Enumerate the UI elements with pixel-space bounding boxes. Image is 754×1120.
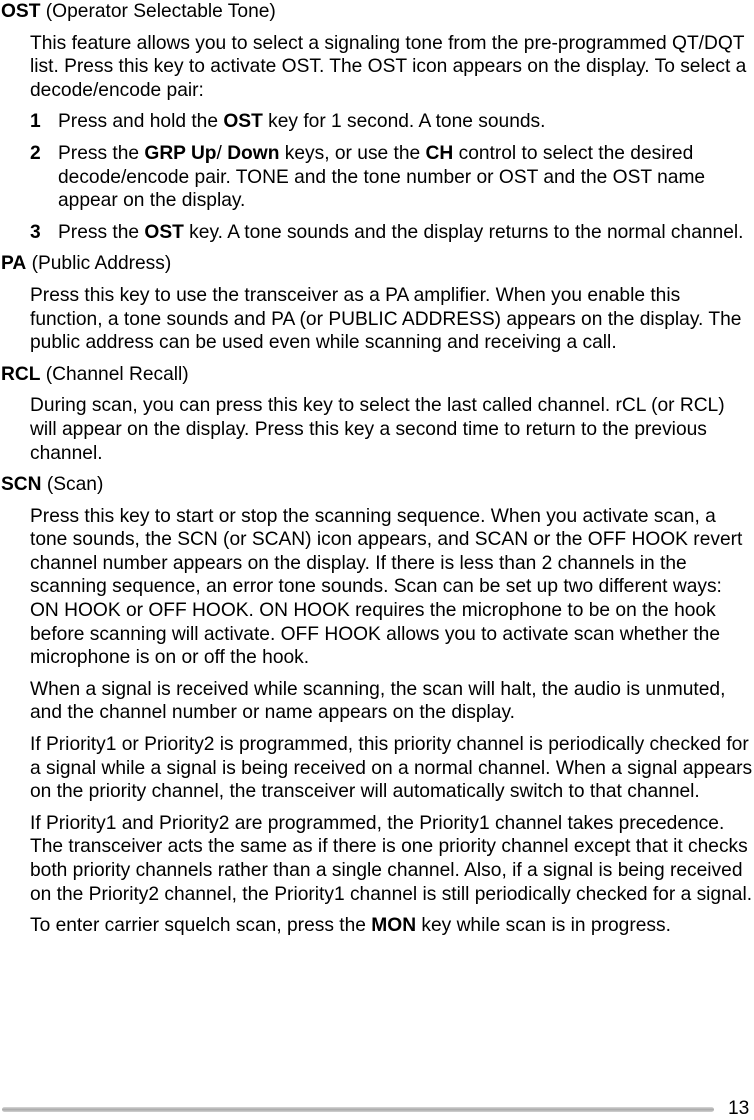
scn-key-description: (Scan) (41, 474, 104, 496)
rcl-key-name: RCL (1, 363, 41, 385)
step-text: keys, or use the (279, 142, 426, 164)
footer-divider-bar (2, 1107, 714, 1112)
ost-step-1 (30, 110, 754, 134)
pa-heading (0, 252, 754, 276)
ost-step-2 (30, 142, 754, 213)
step-text: control to select the desired decode/encode pair. TONE and the tone number or OST and the OST name appear on the display. (58, 142, 706, 212)
rcl-key-description: (Channel Recall) (40, 363, 189, 385)
ost-heading (0, 0, 754, 24)
scn-key-name: SCN (1, 474, 42, 496)
ost-key-name: OST (1, 1, 41, 22)
step-text: Press and hold the (58, 111, 224, 133)
ost-intro: This feature allows you to select a signaling tone from the pre-programmed QT/DQT list. Press this key to activate OST. The OST icon appears on the display. To select a decode/encode pair: (30, 32, 747, 101)
step-key: Down (227, 142, 280, 164)
step-key: GRP Up (144, 142, 217, 164)
step-text: key. A tone sounds and the display returns to the normal channel. (183, 221, 744, 243)
section-scn (0, 473, 754, 938)
step-text: Press the (58, 221, 145, 243)
ost-step-3 (30, 221, 754, 245)
scn-last-text: To enter carrier squelch scan, press the (30, 915, 372, 937)
section-rcl (0, 363, 754, 465)
scn-paragraph-4: If Priority1 and Priority2 are programmed, the Priority1 channel takes precedence. The transceiver acts the same as if there is one priority channel except that it checks both priority channels rather than a single channel. Also, if a signal is being received on the Priority2 channel, the Priority1 channel is still periodically checked for a signal. (30, 812, 753, 905)
scn-last-text: key while scan is in progress. (416, 915, 671, 937)
scn-paragraph-5 (30, 914, 754, 938)
pa-key-description: (Public Address) (26, 253, 172, 275)
step-number: 2 (30, 142, 41, 164)
step-key: OST (144, 221, 184, 243)
step-text: Press the (58, 142, 145, 164)
rcl-body: During scan, you can press this key to select the last called channel. rCL (or RCL) will appear on the display. Press this key a second time to return to the previous channel. (30, 395, 725, 464)
page-number: 13 (728, 1098, 750, 1119)
step-key: CH (425, 142, 454, 164)
step-text: / (216, 142, 228, 164)
step-number: 1 (30, 111, 41, 133)
scn-paragraph-2: When a signal is received while scanning, the scan will halt, the audio is unmuted, and the channel number or name appears on the display. (30, 678, 726, 724)
scn-paragraph-3: If Priority1 or Priority2 is programmed, this priority channel is periodically checked for a signal while a signal is being received on a normal channel. When a signal appears on the priority channel, the transceiver will automatically switch to that channel. (30, 734, 753, 803)
mon-key-name: MON (371, 915, 417, 937)
scn-heading (0, 473, 754, 497)
ost-key-description: (Operator Selectable Tone) (40, 1, 276, 22)
section-ost (0, 0, 754, 244)
pa-body: Press this key to use the transceiver as a PA amplifier. When you enable this function, a tone sounds and PA (or PUBLIC ADDRESS) appears on the display. The public address can be used even while scanning and receiving a call. (30, 284, 742, 354)
scn-paragraph-1: Press this key to start or stop the scanning sequence. When you activate scan, a tone sounds, the SCN (or SCAN) icon appears, and SCAN or the OFF HOOK revert channel number appears on the display. If there is less than 2 channels in the scanning sequence, an error tone sounds. Scan can be set up two different ways: ON HOOK or OFF HOOK. ON HOOK requires the microphone to be on the hook before scanning will activate. OFF HOOK allows you to activate scan whether the microphone is on or off the hook. (30, 505, 743, 669)
pa-key-name: PA (1, 253, 27, 275)
rcl-heading (0, 363, 754, 387)
section-pa (0, 252, 754, 354)
step-text: key for 1 second. A tone sounds. (262, 111, 546, 133)
step-number: 3 (30, 221, 41, 243)
step-key: OST (223, 111, 263, 133)
